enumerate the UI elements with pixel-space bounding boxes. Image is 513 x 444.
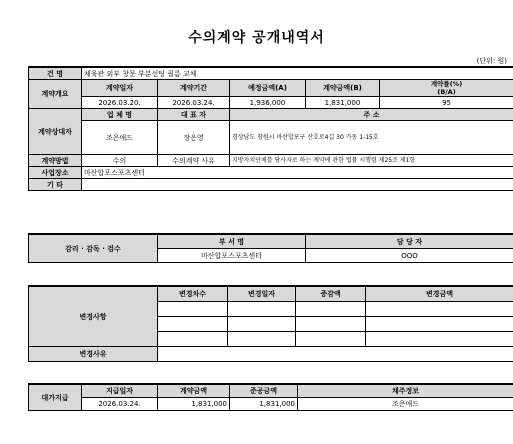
change-delta-cell xyxy=(296,317,366,332)
table-row xyxy=(29,80,513,97)
payment-label: 대가지급 xyxy=(29,384,82,411)
page-title: 수의계약 공개내역서 xyxy=(188,30,325,46)
table-row xyxy=(29,179,513,191)
change-date-cell xyxy=(228,302,296,317)
change-label: 변경사항 xyxy=(29,286,158,347)
contract-overview-label: 계약개요 xyxy=(29,80,82,109)
contract-table xyxy=(28,66,513,191)
company-name-value: 조은애드 xyxy=(82,121,158,155)
contract-ratio-header-line2: (B/A) xyxy=(437,88,456,96)
table-row xyxy=(29,121,513,155)
company-name-header: 업 체 명 xyxy=(82,109,158,121)
person-in-charge-value: OOO xyxy=(306,249,513,263)
change-amount-cell xyxy=(366,332,513,347)
department-value: 마산합포스포츠센터 xyxy=(158,249,306,263)
contract-amount-value: 1,831,000 xyxy=(306,97,380,109)
contract-period-value: 2026.03.24. xyxy=(158,97,230,109)
payment-table xyxy=(28,383,513,411)
change-order-cell xyxy=(158,302,228,317)
supervision-label: 감리 · 감독 · 검수 xyxy=(29,234,158,263)
change-date-cell xyxy=(228,332,296,347)
site-label: 사업장소 xyxy=(29,167,82,179)
representative-value: 장은영 xyxy=(158,121,230,155)
counterparty-label: 계약상대자 xyxy=(29,109,82,155)
change-delta-cell xyxy=(296,332,366,347)
table-row xyxy=(29,109,513,121)
table-row xyxy=(29,155,513,167)
change-order-header: 변경차수 xyxy=(158,286,228,302)
person-in-charge-header: 담 당 자 xyxy=(306,234,513,249)
table-row xyxy=(29,67,513,80)
contract-ratio-value: 95 xyxy=(380,97,513,109)
table-row xyxy=(29,167,513,179)
change-date-header: 변경일자 xyxy=(228,286,296,302)
contract-method-label: 계약방법 xyxy=(29,155,82,167)
completion-amount-header: 준공금액 xyxy=(230,384,298,398)
change-order-cell xyxy=(158,332,228,347)
department-header: 부 서 명 xyxy=(158,234,306,249)
contract-name-label: 건 명 xyxy=(29,67,82,80)
contract-method-value: 수의 xyxy=(82,155,158,167)
table-row xyxy=(29,286,513,302)
table-row xyxy=(29,347,513,362)
contract-period-header: 계약기간 xyxy=(158,80,230,97)
contract-ratio-header-line1: 계약률(%) xyxy=(430,80,463,88)
table-row xyxy=(29,234,513,249)
creditor-info-header: 채주정보 xyxy=(298,384,513,398)
supervision-table xyxy=(28,233,513,263)
address-header: 주 소 xyxy=(230,109,513,121)
estimated-amount-header: 예정금액(A) xyxy=(230,80,306,97)
site-value: 마산합포스포츠센터 xyxy=(82,167,513,179)
change-reason-label: 변경사유 xyxy=(29,347,158,362)
address-value: 경상남도 창원시 마산합포구 산호로4길 30 가동 1-15호 xyxy=(230,121,513,155)
payment-contract-amount-header: 계약금액 xyxy=(158,384,230,398)
estimated-amount-value: 1,936,000 xyxy=(230,97,306,109)
change-delta-header: 증감액 xyxy=(296,286,366,302)
contract-reason-label: 수의계약 사유 xyxy=(158,155,230,167)
contract-name-value: 체육관 외부 창문 부분선팅 필름 교체 xyxy=(82,67,513,80)
change-amount-cell xyxy=(366,317,513,332)
table-row xyxy=(29,398,513,411)
payment-date-value: 2026.03.24. xyxy=(82,398,158,411)
change-amount-header: 변경금액 xyxy=(366,286,513,302)
contract-amount-header: 계약금액(B) xyxy=(306,80,380,97)
etc-label: 기 타 xyxy=(29,179,82,191)
representative-header: 대 표 자 xyxy=(158,109,230,121)
table-row xyxy=(29,97,513,109)
payment-contract-amount-value: 1,831,000 xyxy=(158,398,230,411)
table-row xyxy=(29,384,513,398)
payment-date-header: 지급일자 xyxy=(82,384,158,398)
creditor-info-value: 조은애드 xyxy=(298,398,513,411)
change-table xyxy=(28,285,513,362)
contract-date-header: 계약일자 xyxy=(82,80,158,97)
change-delta-cell xyxy=(296,302,366,317)
change-amount-cell xyxy=(366,302,513,317)
unit-label: (단위: 원) xyxy=(476,57,507,65)
contract-reason-value: 지방자치단체를 당사자로 하는 계약에 관한 법률 시행령 제25조 제1항 xyxy=(230,155,513,167)
completion-amount-value: 1,831,000 xyxy=(230,398,298,411)
change-date-cell xyxy=(228,317,296,332)
contract-ratio-header xyxy=(380,80,513,97)
change-reason-value xyxy=(158,347,513,362)
etc-value xyxy=(82,179,513,191)
contract-date-value: 2026.03.20. xyxy=(82,97,158,109)
change-order-cell xyxy=(158,317,228,332)
